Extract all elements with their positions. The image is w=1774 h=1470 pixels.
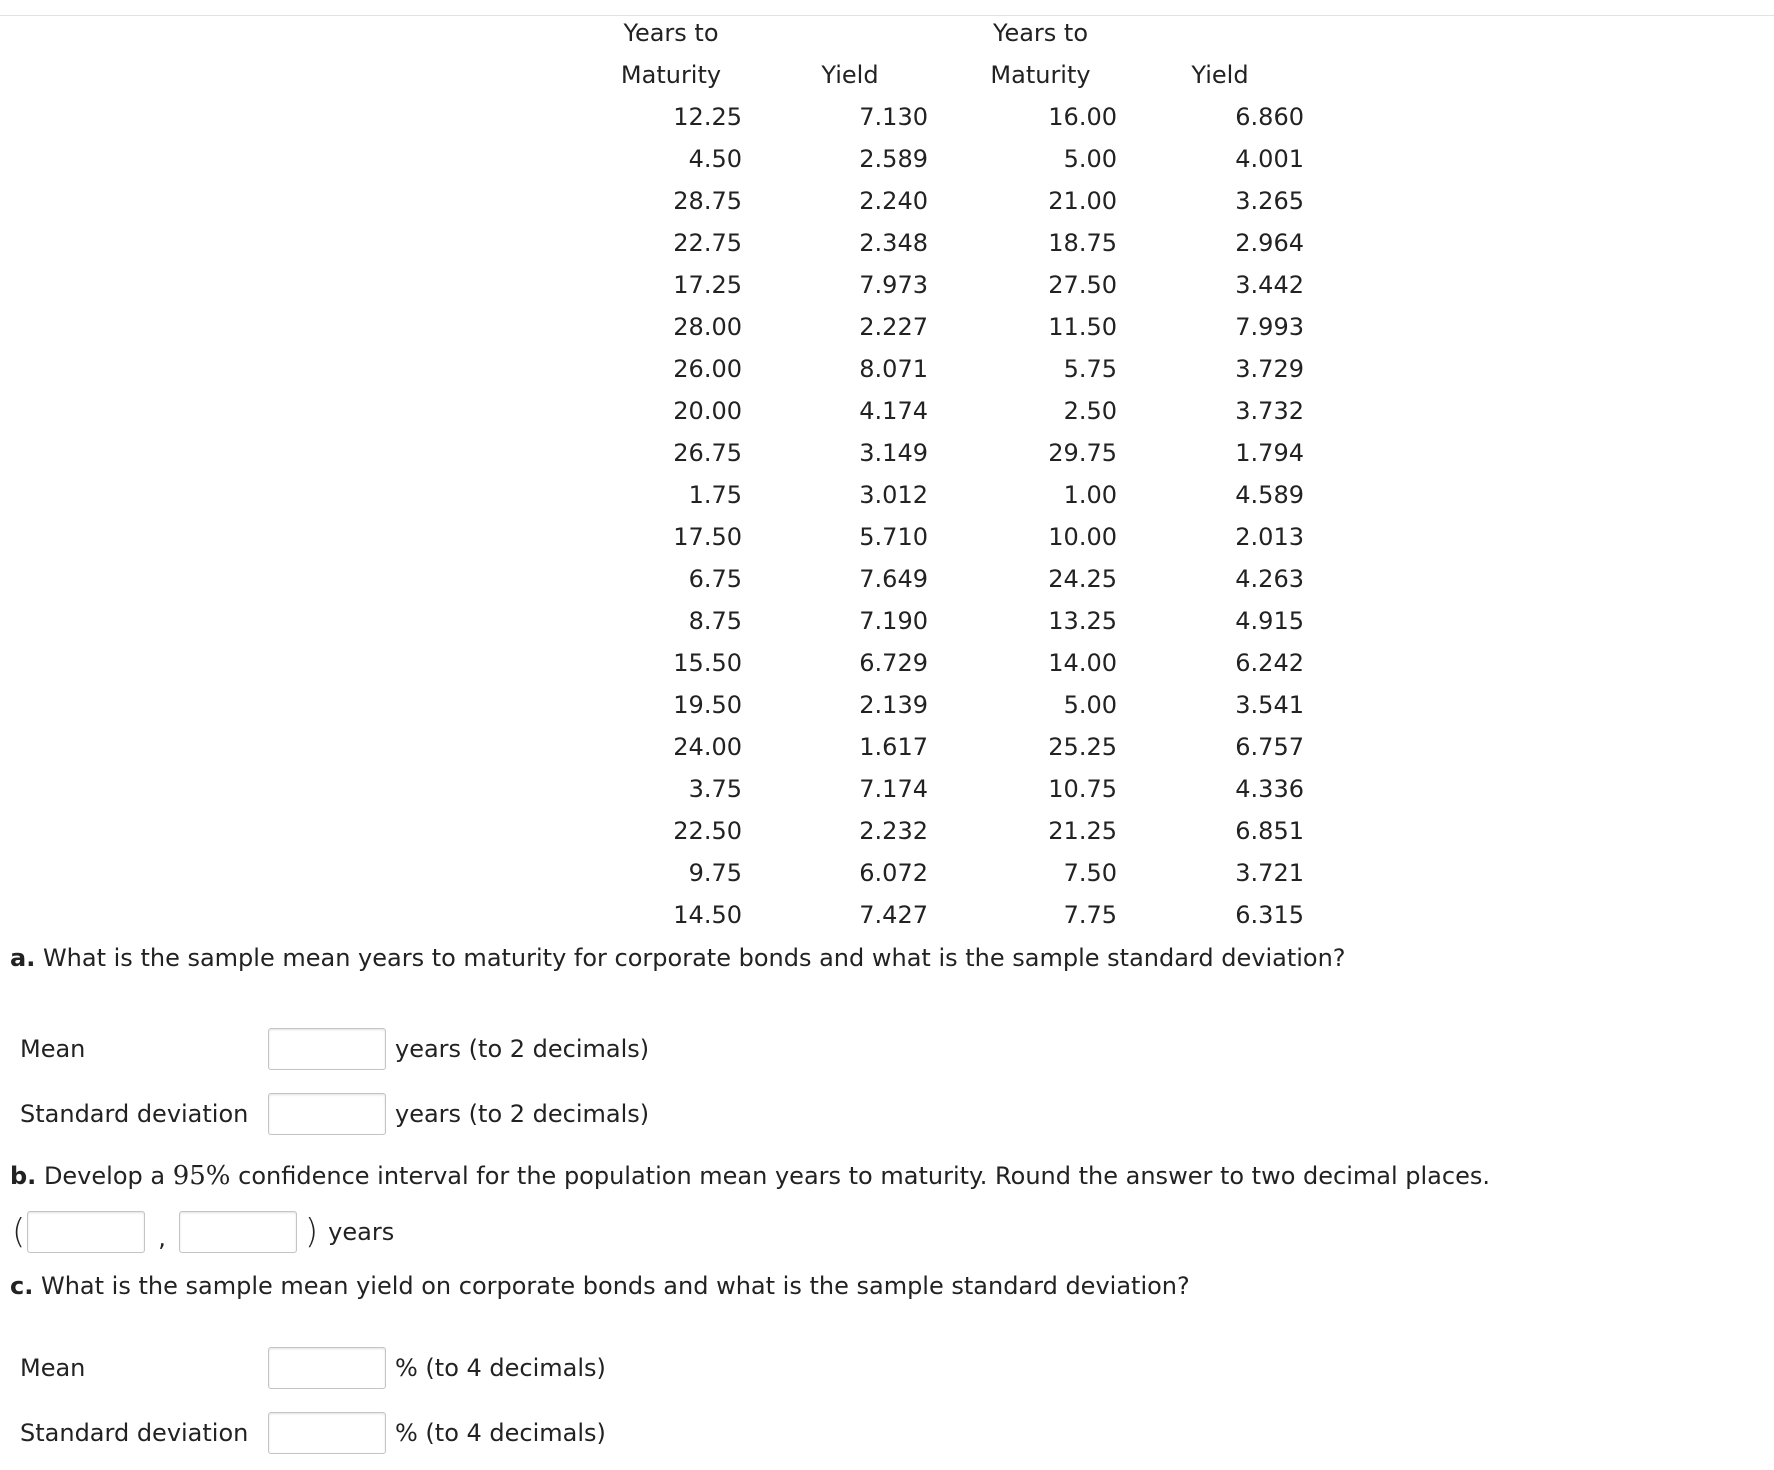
- table-row: [598, 390, 1327, 432]
- yield-cell: 4.263: [1235, 565, 1304, 593]
- maturity-cell: 8.75: [688, 607, 742, 635]
- maturity-cell: 11.50: [1048, 313, 1117, 341]
- yield-cell: 7.427: [859, 901, 928, 929]
- yield-cell: 4.336: [1235, 775, 1304, 803]
- col1-header-line2: Maturity: [620, 61, 722, 89]
- yield-cell: 3.721: [1235, 859, 1304, 887]
- question-b: [10, 1161, 1490, 1191]
- col4-header: Yield: [1191, 61, 1249, 89]
- table-header-row: [598, 12, 1327, 54]
- maturity-cell: 5.00: [1063, 691, 1117, 719]
- yield-cell: 8.071: [859, 355, 928, 383]
- table-row: [598, 768, 1327, 810]
- yield-cell: 6.851: [1235, 817, 1304, 845]
- maturity-cell: 26.75: [673, 439, 742, 467]
- sd-yield-label: Standard deviation: [20, 1419, 249, 1447]
- table-row: [598, 558, 1327, 600]
- maturity-cell: 1.00: [1063, 481, 1117, 509]
- yield-cell: 2.227: [859, 313, 928, 341]
- yield-cell: 6.729: [859, 649, 928, 677]
- ci-lower-input[interactable]: [27, 1211, 145, 1253]
- maturity-cell: 13.25: [1048, 607, 1117, 635]
- yield-cell: 3.149: [859, 439, 928, 467]
- yield-cell: 4.915: [1235, 607, 1304, 635]
- yield-cell: 3.012: [859, 481, 928, 509]
- table-header-row: [598, 54, 1327, 96]
- yield-cell: 1.617: [859, 733, 928, 761]
- maturity-cell: 28.75: [673, 187, 742, 215]
- yield-cell: 7.130: [859, 103, 928, 131]
- yield-cell: 1.794: [1235, 439, 1304, 467]
- col3-header-line2: Maturity: [990, 61, 1091, 89]
- table-row: [598, 474, 1327, 516]
- question-b-text-start: Develop a: [43, 1162, 166, 1190]
- sd-years-row: [0, 1091, 649, 1137]
- maturity-cell: 5.75: [1063, 355, 1117, 383]
- maturity-cell: 2.50: [1063, 397, 1117, 425]
- question-c-text: What is the sample mean yield on corporate bonds and what is the sample standard deviation?: [40, 1272, 1190, 1300]
- question-b-text-end: confidence interval for the population mean years to maturity. Round the answer to two decimal places.: [238, 1162, 1490, 1190]
- maturity-cell: 20.00: [673, 397, 742, 425]
- yield-cell: 2.139: [859, 691, 928, 719]
- maturity-cell: 18.75: [1048, 229, 1117, 257]
- maturity-cell: 7.75: [1063, 901, 1117, 929]
- maturity-cell: 22.50: [673, 817, 742, 845]
- maturity-cell: 24.00: [673, 733, 742, 761]
- yield-cell: 7.649: [859, 565, 928, 593]
- yield-cell: 2.232: [859, 817, 928, 845]
- table-row: [598, 894, 1327, 936]
- maturity-cell: 27.50: [1048, 271, 1117, 299]
- confidence-interval-row: [12, 1209, 394, 1255]
- yield-cell: 3.442: [1235, 271, 1304, 299]
- maturity-cell: 4.50: [688, 145, 742, 173]
- table-row: [598, 264, 1327, 306]
- mean-years-row: [0, 1026, 649, 1072]
- table-row: [598, 96, 1327, 138]
- question-a-text: What is the sample mean years to maturity for corporate bonds and what is the sample standard deviation?: [42, 944, 1346, 972]
- col2-header: Yield: [821, 61, 879, 89]
- sd-years-input[interactable]: [268, 1093, 386, 1135]
- yield-cell: 6.072: [859, 859, 928, 887]
- maturity-cell: 24.25: [1048, 565, 1117, 593]
- close-paren: ): [304, 1212, 319, 1252]
- yield-cell: 3.729: [1235, 355, 1304, 383]
- maturity-cell: 25.25: [1048, 733, 1117, 761]
- maturity-cell: 29.75: [1048, 439, 1117, 467]
- maturity-cell: 21.00: [1048, 187, 1117, 215]
- maturity-cell: 21.25: [1048, 817, 1117, 845]
- yield-cell: 7.993: [1235, 313, 1304, 341]
- mean-yield-label: Mean: [20, 1354, 86, 1382]
- yield-cell: 5.710: [859, 523, 928, 551]
- mean-years-input[interactable]: [268, 1028, 386, 1070]
- question-c-prefix: c.: [10, 1272, 34, 1300]
- yield-cell: 2.964: [1235, 229, 1304, 257]
- yield-cell: 6.242: [1235, 649, 1304, 677]
- maturity-cell: 7.50: [1063, 859, 1117, 887]
- confidence-percent: 95%: [172, 1161, 231, 1191]
- maturity-cell: 15.50: [673, 649, 742, 677]
- table-row: [598, 600, 1327, 642]
- maturity-cell: 6.75: [688, 565, 742, 593]
- question-a-prefix: a.: [10, 944, 36, 972]
- table-row: [598, 306, 1327, 348]
- yield-cell: 3.265: [1235, 187, 1304, 215]
- open-paren: (: [12, 1212, 26, 1252]
- maturity-cell: 1.75: [688, 481, 742, 509]
- table-row: [598, 852, 1327, 894]
- yield-cell: 2.348: [859, 229, 928, 257]
- mean-yield-input[interactable]: [268, 1347, 386, 1389]
- table-row: [598, 348, 1327, 390]
- maturity-cell: 12.25: [673, 103, 742, 131]
- maturity-cell: 9.75: [688, 859, 742, 887]
- maturity-cell: 10.00: [1048, 523, 1117, 551]
- table-row: [598, 138, 1327, 180]
- yield-cell: 3.732: [1235, 397, 1304, 425]
- mean-yield-row: [0, 1345, 606, 1391]
- table-row: [598, 810, 1327, 852]
- maturity-cell: 28.00: [673, 313, 742, 341]
- maturity-cell: 17.50: [673, 523, 742, 551]
- yield-cell: 7.190: [859, 607, 928, 635]
- sd-yield-row: [0, 1410, 606, 1456]
- maturity-cell: 5.00: [1063, 145, 1117, 173]
- ci-upper-input[interactable]: [179, 1211, 297, 1253]
- mean-years-label: Mean: [20, 1035, 86, 1063]
- table-body: [598, 96, 1327, 936]
- yield-cell: 7.973: [859, 271, 928, 299]
- maturity-cell: 14.00: [1048, 649, 1117, 677]
- ci-comma: ,: [158, 1224, 166, 1252]
- col3-header-line1: Years to: [992, 19, 1089, 47]
- table-row: [598, 516, 1327, 558]
- yield-cell: 2.589: [859, 145, 928, 173]
- mean-years-unit: years (to 2 decimals): [395, 1035, 650, 1063]
- yield-cell: 6.860: [1235, 103, 1304, 131]
- sd-yield-unit: % (to 4 decimals): [395, 1419, 606, 1447]
- table-row: [598, 180, 1327, 222]
- table-row: [598, 726, 1327, 768]
- question-b-prefix: b.: [10, 1162, 37, 1190]
- maturity-cell: 14.50: [673, 901, 742, 929]
- yield-cell: 7.174: [859, 775, 928, 803]
- maturity-cell: 16.00: [1048, 103, 1117, 131]
- col1-header-line1: Years to: [623, 19, 719, 47]
- bond-data-table: [598, 12, 1327, 936]
- maturity-cell: 17.25: [673, 271, 742, 299]
- yield-cell: 2.240: [859, 187, 928, 215]
- yield-cell: 6.757: [1235, 733, 1304, 761]
- ci-unit: years: [328, 1218, 395, 1246]
- maturity-cell: 26.00: [673, 355, 742, 383]
- table-row: [598, 684, 1327, 726]
- yield-cell: 4.589: [1235, 481, 1304, 509]
- table-row: [598, 432, 1327, 474]
- sd-years-unit: years (to 2 decimals): [395, 1100, 650, 1128]
- question-c: [10, 1272, 1190, 1300]
- yield-cell: 3.541: [1235, 691, 1304, 719]
- maturity-cell: 3.75: [688, 775, 742, 803]
- maturity-cell: 10.75: [1048, 775, 1117, 803]
- mean-yield-unit: % (to 4 decimals): [395, 1354, 606, 1382]
- table-row: [598, 642, 1327, 684]
- yield-cell: 6.315: [1235, 901, 1304, 929]
- maturity-cell: 22.75: [673, 229, 742, 257]
- yield-cell: 2.013: [1235, 523, 1304, 551]
- sd-yield-input[interactable]: [268, 1412, 386, 1454]
- question-a: [10, 944, 1346, 972]
- sd-years-label: Standard deviation: [20, 1100, 249, 1128]
- yield-cell: 4.001: [1235, 145, 1304, 173]
- maturity-cell: 19.50: [673, 691, 742, 719]
- yield-cell: 4.174: [859, 397, 928, 425]
- table-row: [598, 222, 1327, 264]
